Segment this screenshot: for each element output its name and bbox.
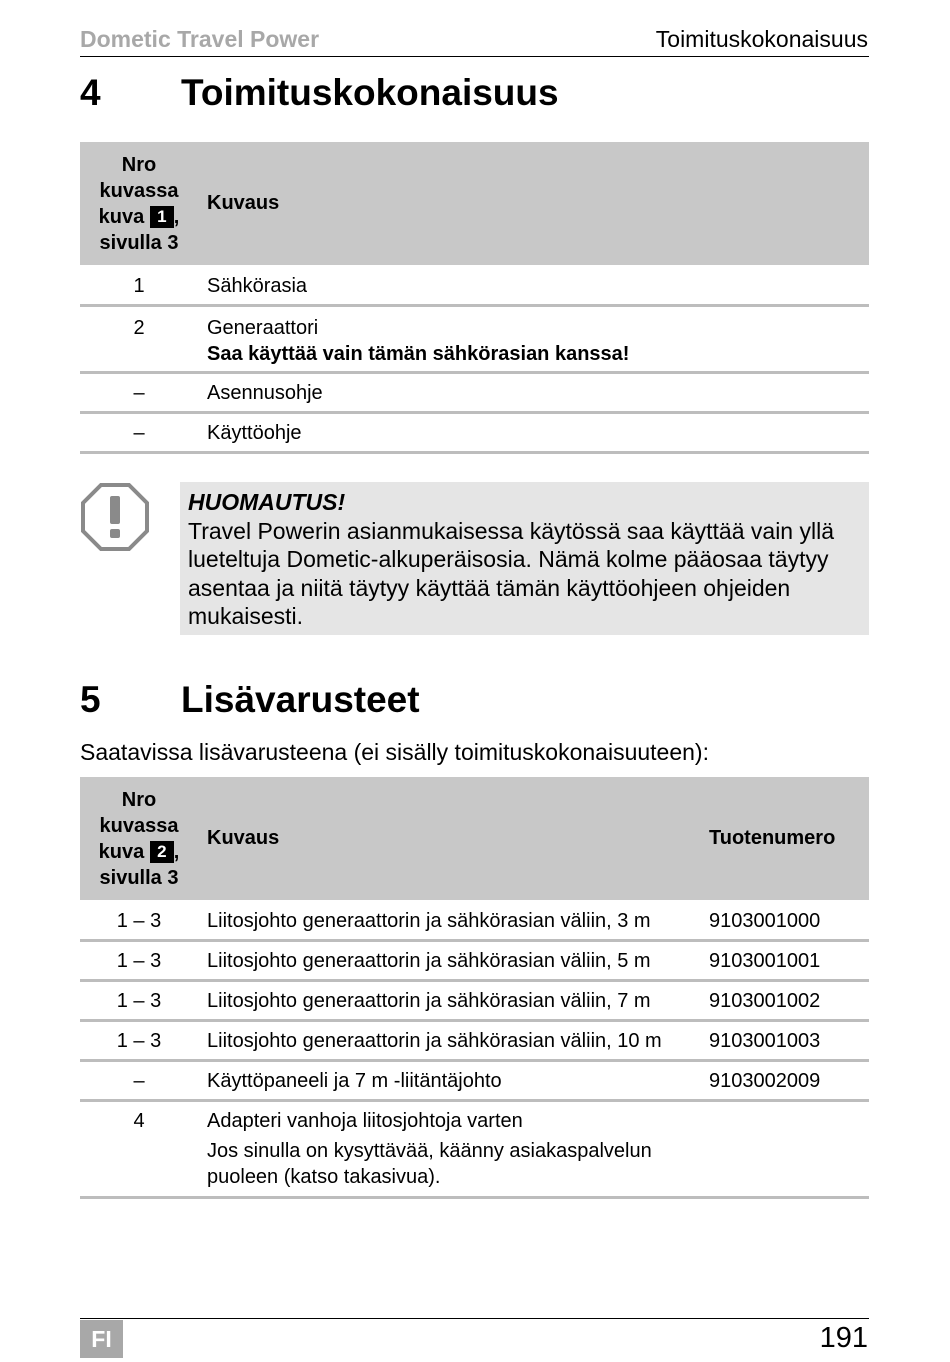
row-part-number: 9103001003 <box>709 1030 821 1052</box>
language-badge: FI <box>80 1320 123 1358</box>
row-nro: 1 – 3 <box>116 1030 162 1052</box>
row-description-warning: Saa käyttää vain tämän sähkörasian kanssa! <box>207 343 630 365</box>
row-description <box>198 1108 709 1190</box>
row-description: Sähkörasia <box>207 275 308 297</box>
notice-text: Travel Powerin asianmukaisessa käytössä saa käyttää vain yllä lueteltuja Dometic-alkuperäisosia. Nämä kolme pääosaa täytyy asentaa ja niitä täytyy käyttää tämän käyttöohjeen ohjeiden mukaisesti. <box>188 517 834 629</box>
row-part-number: 9103001001 <box>709 950 821 972</box>
section-4-heading <box>80 72 559 114</box>
column-header-nro-line1: Nro <box>121 788 157 811</box>
column-header-nro-line2: kuvassa <box>99 179 179 202</box>
column-header-tuotenumero: Tuotenumero <box>709 827 836 849</box>
row-nro: 1 – 3 <box>116 950 162 972</box>
row-nro: 2 <box>133 317 145 339</box>
section-4-number: 4 <box>80 72 101 113</box>
footer-divider <box>80 1318 869 1319</box>
column-header-nro-line1: Nro <box>121 153 157 176</box>
notice-title: HUOMAUTUS! <box>188 489 346 515</box>
row-description-extra-line1: Jos sinulla on kysyttävää, käänny asiakaspalvelun <box>207 1140 652 1162</box>
table-row <box>80 414 869 454</box>
row-nro: 1 – 3 <box>116 910 162 932</box>
row-part-number: 9103001000 <box>709 910 821 932</box>
row-description: Liitosjohto generaattorin ja sähkörasian väliin, 5 m <box>207 950 651 972</box>
row-description: Käyttöohje <box>207 422 302 444</box>
row-description-text: Adapteri vanhoja liitosjohtoja varten <box>207 1110 523 1132</box>
figure-prefix: kuva <box>98 840 145 863</box>
column-header-kuvaus: Kuvaus <box>207 192 280 214</box>
figure-number-badge: 1 <box>150 206 174 228</box>
row-description-text: Generaattori <box>207 317 319 339</box>
section-4-title: Toimituskokonaisuus <box>181 72 559 113</box>
header-section-title: Toimituskokonaisuus <box>655 26 868 52</box>
notice-box <box>180 482 869 635</box>
table-row <box>80 1062 869 1102</box>
row-nro: – <box>133 422 145 444</box>
table-row <box>80 307 869 374</box>
row-description: Liitosjohto generaattorin ja sähkörasian väliin, 10 m <box>207 1030 662 1052</box>
column-header-nro <box>80 787 198 891</box>
column-header-nro-line3 <box>80 204 198 230</box>
page-number: 191 <box>819 1322 868 1354</box>
row-nro: – <box>133 382 145 404</box>
row-nro: – <box>133 1070 145 1092</box>
row-nro: 4 <box>133 1110 145 1132</box>
exclamation-octagon-icon <box>80 482 150 552</box>
figure-prefix: kuva <box>98 205 145 228</box>
column-header-kuvaus: Kuvaus <box>207 827 280 849</box>
row-description: Liitosjohto generaattorin ja sähkörasian väliin, 7 m <box>207 990 651 1012</box>
row-part-number: 9103002009 <box>709 1070 821 1092</box>
figure-number-badge: 2 <box>150 841 174 863</box>
figure-suffix: , <box>173 840 180 863</box>
row-part-number: 9103001002 <box>709 990 821 1012</box>
table-row <box>80 942 869 982</box>
section-5-number: 5 <box>80 679 101 720</box>
row-description: Liitosjohto generaattorin ja sähkörasian väliin, 3 m <box>207 910 651 932</box>
column-header-nro <box>80 152 198 256</box>
table-row <box>80 374 869 414</box>
table-row <box>80 1022 869 1062</box>
accessories-table-header <box>80 777 869 900</box>
column-header-nro-line4: sivulla 3 <box>99 231 179 254</box>
section-5-title: Lisävarusteet <box>181 679 420 720</box>
header-divider <box>80 56 869 57</box>
table-row <box>80 982 869 1022</box>
accessories-intro: Saatavissa lisävarusteena (ei sisälly toimituskokonaisuuteen): <box>80 739 709 765</box>
header-brand: Dometic Travel Power <box>80 26 320 52</box>
table-row <box>80 1102 869 1199</box>
table-row <box>80 900 869 942</box>
row-description-extra-line2: puoleen (katso takasivua). <box>207 1166 441 1188</box>
row-description <box>198 315 869 367</box>
row-description: Käyttöpaneeli ja 7 m -liitäntäjohto <box>207 1070 502 1092</box>
column-header-nro-line2: kuvassa <box>99 814 179 837</box>
accessories-table <box>80 777 869 1199</box>
delivery-table-header <box>80 142 869 265</box>
table-row <box>80 265 869 307</box>
column-header-nro-line4: sivulla 3 <box>99 866 179 889</box>
section-5-heading <box>80 679 420 721</box>
row-nro: 1 – 3 <box>116 990 162 1012</box>
column-header-nro-line3 <box>80 839 198 865</box>
row-description: Asennusohje <box>207 382 323 404</box>
figure-suffix: , <box>173 205 180 228</box>
row-nro: 1 <box>133 275 145 297</box>
delivery-table <box>80 142 869 454</box>
